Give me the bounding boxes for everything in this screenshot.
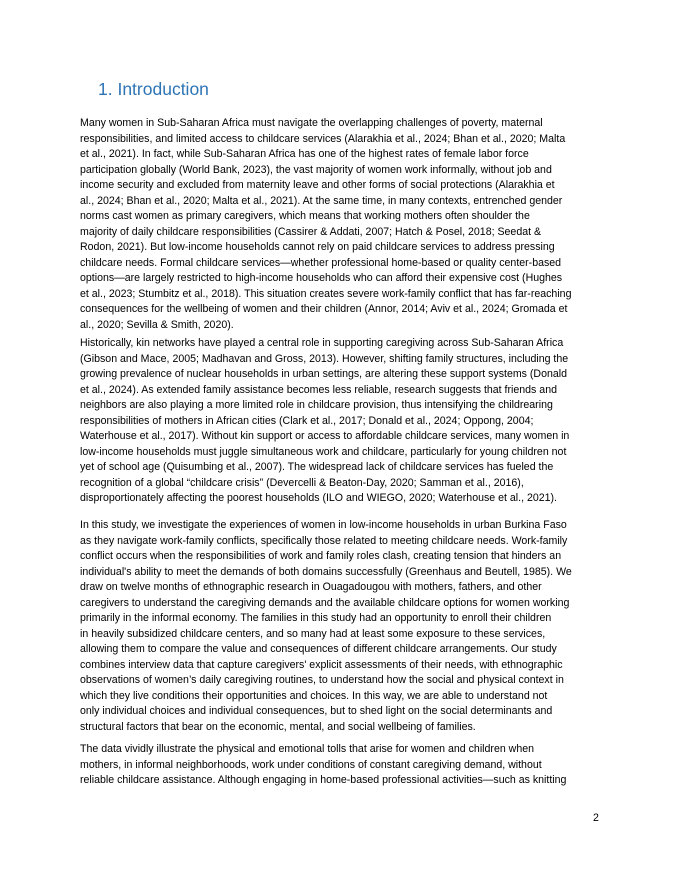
text-line: which they live conditions their opportunities and choices. In this way, we are able to understand not xyxy=(80,689,548,702)
text-line: childcare needs. Formal childcare services—whether professional home-based or quality center-based xyxy=(80,256,562,269)
text-line: options—are largely restricted to high-income households who can afford their expensive cost (Hughes xyxy=(80,272,563,284)
text-line: participation globally (World Bank, 2023), the vast majority of women work informally, without job and xyxy=(80,163,552,176)
text-line: allowing them to compare the value and consequences of different childcare arrangements. Our study xyxy=(80,643,557,655)
text-line: Many women in Sub-Saharan Africa must navigate the overlapping challenges of poverty, maternal xyxy=(80,117,543,129)
section-heading: 1. Introduction xyxy=(98,79,209,99)
text-line: al., 2024; Bhan et al., 2020; Malta et al., 2021). At the same time, in many contexts, entrenched gender xyxy=(80,194,563,207)
text-line: recognition of a global “childcare crisis” (Devercelli & Beaton-Day, 2020; Samman et al., 2016), xyxy=(80,476,524,489)
text-line: reliable childcare assistance. Although engaging in home-based professional activities—such as knitting xyxy=(80,774,567,786)
text-line: responsibilities of mothers in African cities (Clark et al., 2017; Donald et al., 2024; Oppong, 2004; xyxy=(80,414,534,427)
text-line: disproportionately affecting the poorest households (ILO and WIEGO, 2020; Waterhouse et al., 2021). xyxy=(80,492,557,504)
text-line: draw on twelve months of ethnographic research in Ouagadougou with mothers, fathers, and other xyxy=(80,581,542,593)
text-line: et al., 2023; Stumbitz et al., 2018). This situation creates severe work-family conflict that has far-reaching xyxy=(80,287,572,300)
text-line: individual's ability to meet the demands of both domains successfully (Greenhaus and Beutell, 1985). We xyxy=(80,565,572,578)
text-line: as they navigate work-family conflicts, specifically those related to meeting childcare needs. Work-family xyxy=(80,534,568,547)
text-line: combines interview data that capture caregivers' explicit assessments of their needs, with ethnographic xyxy=(80,658,563,671)
text-line: norms cast women as primary caregivers, which means that working mothers often shoulder the xyxy=(80,210,530,222)
text-line: Waterhouse et al., 2017). Without kin support or access to affordable childcare services, many women in xyxy=(80,430,570,442)
text-line: responsibilities, and limited access to childcare services (Alarakhia et al., 2024; Bhan et al., 2020; Malta xyxy=(80,132,566,145)
text-line: structural factors that bear on the economic, mental, and social wellbeing of families. xyxy=(80,720,476,733)
text-line: al., 2020; Sevilla & Smith, 2020). xyxy=(80,318,234,331)
text-line: consequences for the wellbeing of women and their children (Annor, 2014; Aviv et al., 2024; Gromada et xyxy=(80,303,568,315)
text-line: majority of daily childcare responsibilities (Cassirer & Addati, 2007; Hatch & Posel, 2018; Seedat & xyxy=(80,225,542,238)
text-line: mothers, in informal neighborhoods, work under conditions of constant caregiving demand, without xyxy=(80,758,542,771)
text-line: (Gibson and Mace, 2005; Madhavan and Gross, 2013). However, shifting family structures, including the xyxy=(80,352,569,365)
text-line: observations of women’s daily caregiving routines, to understand how the social and physical context in xyxy=(80,674,564,686)
text-line: neighbors are also playing a more limited role in childcare provision, thus intensifying the childrearing xyxy=(80,399,553,411)
text-line: only individual choices and individual consequences, but to shed light on the social determinants and xyxy=(80,705,553,717)
text-line: growing prevalence of nuclear households in urban settings, are altering these support systems (Donald xyxy=(80,368,568,380)
text-line: yet of school age (Quisumbing et al., 2007). The widespread lack of childcare services has fueled the xyxy=(80,461,554,473)
paragraph-2 xyxy=(80,336,602,507)
page-number: 2 xyxy=(593,812,599,824)
text-line: low-income households must juggle simultaneous work and childcare, particularly for young children not xyxy=(80,445,567,458)
text-line: et al., 2021). In fact, while Sub-Saharan Africa has one of the highest rates of female labor force xyxy=(80,148,529,160)
paragraph-1 xyxy=(80,116,602,333)
text-line: in heavily subsidized childcare centers, and so many had at least some exposure to these services, xyxy=(80,627,546,640)
text-line: et al., 2024). As extended family assistance becomes less reliable, research suggests that friends and xyxy=(80,383,557,396)
text-line: caregivers to understand the caregiving demands and the available childcare options for women working xyxy=(80,596,570,609)
text-line: Historically, kin networks have played a central role in supporting caregiving across Sub-Saharan Africa xyxy=(80,337,564,349)
text-line: Rodon, 2021). But low-income households cannot rely on paid childcare services to address pressing xyxy=(80,241,555,253)
text-line: In this study, we investigate the experiences of women in low-income households in urban Burkina Faso xyxy=(80,519,567,531)
paragraph-3 xyxy=(80,518,602,735)
text-line: primarily in the informal economy. The families in this study had an opportunity to enroll their children xyxy=(80,612,552,624)
paragraph-4 xyxy=(80,742,602,789)
text-line: income security and excluded from maternity leave and other forms of social protections (Alarakhia et xyxy=(80,179,555,191)
text-line: The data vividly illustrate the physical and emotional tolls that arise for women and children when xyxy=(80,743,535,755)
text-line: conflict occurs when the responsibilities of work and family roles clash, creating tension that hinders an xyxy=(80,550,562,562)
